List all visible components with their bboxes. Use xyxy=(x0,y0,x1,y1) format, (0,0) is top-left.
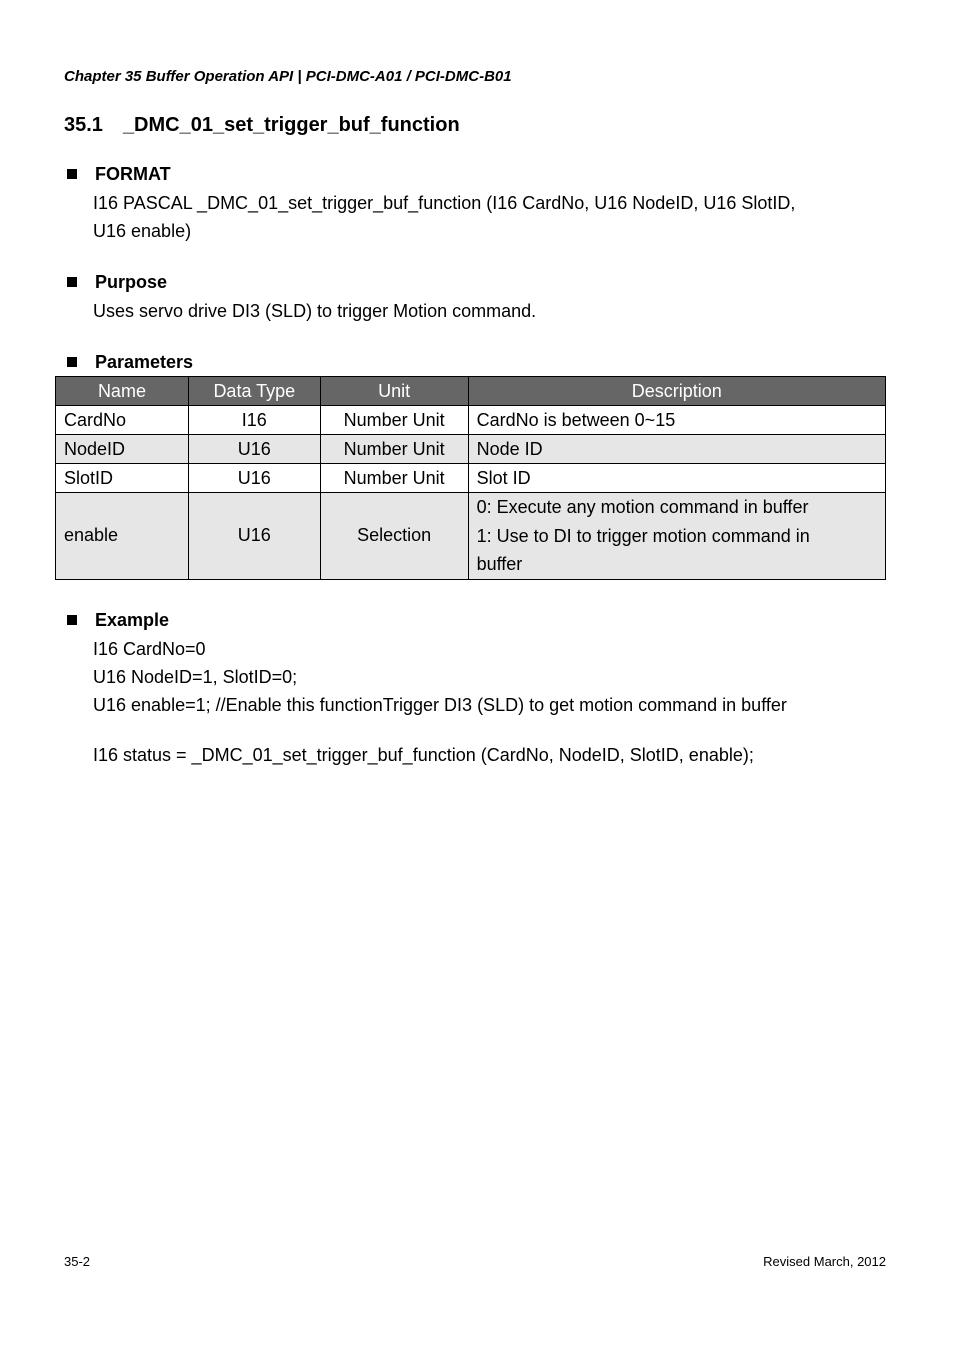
spacer xyxy=(93,719,787,741)
param-unit: Selection xyxy=(320,493,468,580)
param-description: Slot ID xyxy=(468,464,885,493)
param-description xyxy=(468,493,885,580)
description-line: buffer xyxy=(476,554,523,574)
param-type: U16 xyxy=(188,464,320,493)
example-block xyxy=(64,609,787,769)
square-bullet-icon xyxy=(67,169,77,179)
param-name: enable xyxy=(56,493,189,580)
param-name: CardNo xyxy=(56,406,189,435)
example-line: U16 enable=1; //Enable this functionTrigger DI3 (SLD) to get motion command in buffer xyxy=(93,695,787,715)
example-line: U16 NodeID=1, SlotID=0; xyxy=(93,667,298,687)
table-row xyxy=(56,464,886,493)
example-heading xyxy=(64,609,787,631)
param-type: U16 xyxy=(188,493,320,580)
page-number: 35-2 xyxy=(64,1254,91,1269)
parameters-table xyxy=(55,376,886,580)
section-number: 35.1 xyxy=(64,114,103,136)
purpose-heading-label: Purpose xyxy=(95,271,168,292)
revision-date: Revised March, 2012 xyxy=(763,1254,886,1269)
square-bullet-icon xyxy=(67,277,77,287)
parameters-heading xyxy=(64,351,193,373)
table-row xyxy=(56,435,886,464)
param-description: CardNo is between 0~15 xyxy=(468,406,885,435)
format-signature xyxy=(93,189,795,245)
column-header-data-type: Data Type xyxy=(188,377,320,406)
purpose-text: Uses servo drive DI3 (SLD) to trigger Motion command. xyxy=(93,301,537,321)
format-heading-label: FORMAT xyxy=(95,163,171,184)
parameters-block xyxy=(64,351,193,373)
purpose-block xyxy=(64,271,536,325)
column-header-unit: Unit xyxy=(320,377,468,406)
parameters-heading-label: Parameters xyxy=(95,351,194,372)
param-unit: Number Unit xyxy=(320,406,468,435)
square-bullet-icon xyxy=(67,615,77,625)
table-header-row xyxy=(56,377,886,406)
format-line-1: I16 PASCAL _DMC_01_set_trigger_buf_function (I16 CardNo, U16 NodeID, U16 SlotID, xyxy=(93,193,796,213)
square-bullet-icon xyxy=(67,357,77,367)
format-block xyxy=(64,163,795,245)
section-title xyxy=(64,114,460,137)
param-name: NodeID xyxy=(56,435,189,464)
table-row xyxy=(56,493,886,580)
param-unit: Number Unit xyxy=(320,435,468,464)
example-call-line: I16 status = _DMC_01_set_trigger_buf_function (CardNo, NodeID, SlotID, enable); xyxy=(93,745,754,765)
purpose-heading xyxy=(64,271,536,293)
example-code xyxy=(93,635,787,769)
section-name: _DMC_01_set_trigger_buf_function xyxy=(122,114,460,136)
description-line: 1: Use to DI to trigger motion command in xyxy=(476,525,810,546)
table-row xyxy=(56,406,886,435)
param-description: Node ID xyxy=(468,435,885,464)
param-name: SlotID xyxy=(56,464,189,493)
description-line: 0: Execute any motion command in buffer xyxy=(476,497,809,517)
format-heading xyxy=(64,163,795,185)
column-header-description: Description xyxy=(468,377,885,406)
format-line-2: U16 enable) xyxy=(93,221,192,241)
chapter-header: Chapter 35 Buffer Operation API | PCI-DMC-A01 / PCI-DMC-B01 xyxy=(64,68,512,85)
param-type: I16 xyxy=(188,406,320,435)
example-line: I16 CardNo=0 xyxy=(93,639,206,659)
column-header-name: Name xyxy=(56,377,189,406)
param-type: U16 xyxy=(188,435,320,464)
example-heading-label: Example xyxy=(95,609,170,630)
param-unit: Number Unit xyxy=(320,464,468,493)
